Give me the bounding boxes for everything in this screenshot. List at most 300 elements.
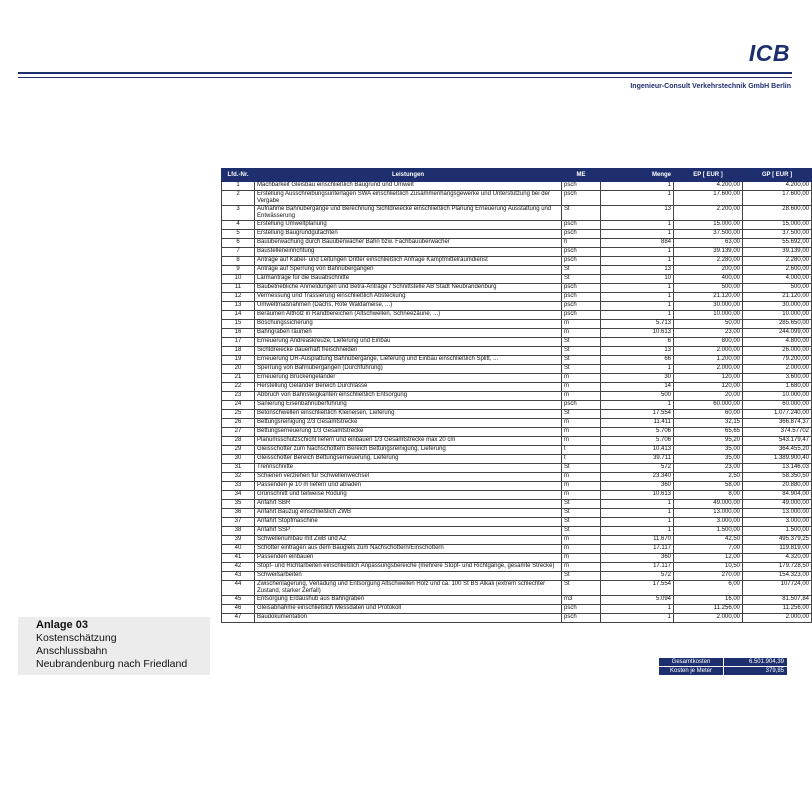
company-logo: ICB [748,40,790,66]
table-row [222,293,812,302]
row-quantity: 1 [601,401,674,410]
row-unit-price: 15.000,00 [674,221,743,230]
row-quantity: 1 [601,605,674,614]
row-number: 1 [222,182,255,191]
row-unit-price: 30.000,00 [674,302,743,311]
row-unit-price: 2.280,00 [674,257,743,266]
cost-per-meter-label: Kosten je Meter [659,667,724,676]
row-unit-price: 11.256,00 [674,605,743,614]
row-quantity: 30 [601,374,674,383]
row-quantity: 10 [601,275,674,284]
table-row [222,284,812,293]
table-row [222,248,812,257]
cost-per-meter-row [659,667,788,676]
row-description: Grünschnitt und teilweise Rodung [255,491,562,500]
row-total-price: 60.000,00 [743,401,812,410]
row-quantity: 884 [601,239,674,248]
row-unit-price: 37.500,00 [674,230,743,239]
table-row [222,365,812,374]
row-quantity: 14 [601,383,674,392]
row-unit: m [562,428,601,437]
row-number: 25 [222,410,255,419]
table-row [222,536,812,545]
table-row [222,266,812,275]
row-unit: psch [562,230,601,239]
row-description: Gleisschotter Bereich Bettungserneuerung, Lieferung [255,455,562,464]
table-row [222,329,812,338]
row-quantity: 360 [601,554,674,563]
annex-label-box [18,617,210,675]
row-description: Baudokumentation [255,614,562,623]
table-row [222,581,812,596]
row-description: Baubetriebliche Anmeldungen und Betra-Anträge / Schnittstelle AB Stadt Neubrandenburg [255,284,562,293]
row-total-price: 4.000,00 [743,275,812,284]
row-description: Erneuerung Andreaskreuze, Lieferung und Einbau [255,338,562,347]
row-unit-price: 16,00 [674,596,743,605]
totals-box [658,657,788,676]
table-row [222,347,812,356]
row-unit-price: 400,00 [674,275,743,284]
row-unit-price: 270,00 [674,572,743,581]
row-quantity: 572 [601,464,674,473]
row-quantity: 1 [601,293,674,302]
table-row [222,338,812,347]
table-row [222,230,812,239]
table-row [222,572,812,581]
row-unit-price: 49.000,00 [674,500,743,509]
row-quantity: 360 [601,482,674,491]
row-quantity: 1 [601,182,674,191]
row-number: 47 [222,614,255,623]
row-total-price: 119.819,00 [743,545,812,554]
row-unit-price: 21.120,00 [674,293,743,302]
row-description: Anfahrt SBR [255,500,562,509]
row-quantity: 5.713 [601,320,674,329]
row-number: 8 [222,257,255,266]
row-number: 45 [222,596,255,605]
row-quantity: 66 [601,356,674,365]
total-cost-value: 6.501.904,39 [724,658,788,667]
row-unit: St [562,410,601,419]
row-unit: St [562,365,601,374]
row-total-price: 1.500,00 [743,527,812,536]
row-unit-price: 3.000,00 [674,518,743,527]
row-unit: m [562,554,601,563]
header-rule-thick [18,72,792,74]
row-total-price: 2.280,00 [743,257,812,266]
row-number: 40 [222,545,255,554]
row-unit: St [562,266,601,275]
row-unit: St [562,275,601,284]
row-description: Abbruch von Bahnsteigkanten einschließlich Entsorgung [255,392,562,401]
table-row [222,275,812,284]
row-description: Sichtdreiecke dauerhaft freischneiden [255,347,562,356]
row-quantity: 1 [601,248,674,257]
row-description: Stopf- und Richtarbeiten einschließlich Anpassungsbereiche (mehrere Stopf- und Richtgänge, gesamte Strecke) [255,563,562,572]
row-number: 37 [222,518,255,527]
table-row [222,302,812,311]
row-unit-price: 800,00 [674,338,743,347]
row-description: Gleisschotter zum Nachschottern Bereich Bettungsreinigung, Lieferung [255,446,562,455]
row-quantity: 1 [601,509,674,518]
table-row [222,410,812,419]
row-unit-price: 1.200,00 [674,356,743,365]
row-unit-price: 23,00 [674,464,743,473]
header-unit-price: EP [ EUR ] [674,169,743,182]
row-number: 35 [222,500,255,509]
row-quantity: 1 [601,257,674,266]
row-description: Schotter eintragen aus dem Bauglels zum Nachschottern/Einschottern [255,545,562,554]
row-unit: m [562,320,601,329]
row-description: Anfahrt Stopfmaschine [255,518,562,527]
row-total-price: 30.000,00 [743,302,812,311]
table-row [222,257,812,266]
row-number: 7 [222,248,255,257]
row-quantity: 11.411 [601,419,674,428]
row-number: 30 [222,455,255,464]
row-description: Böschungssicherung [255,320,562,329]
row-total-price: 495.379,25 [743,536,812,545]
row-number: 13 [222,302,255,311]
table-row [222,320,812,329]
annex-line-3: Neubrandenburg nach Friedland [36,658,188,670]
row-total-price: 1.680,00 [743,383,812,392]
row-number: 6 [222,239,255,248]
row-description: Erneuerung DR-Ausplattung Bahnübergänge, Lieferung und Einbau einschließlich Splitt, ... [255,356,562,365]
table-row [222,446,812,455]
row-unit-price: 12,00 [674,554,743,563]
row-unit-price: 1.500,00 [674,527,743,536]
row-unit-price: 63,00 [674,239,743,248]
table-row [222,527,812,536]
row-unit-price: 2.000,00 [674,365,743,374]
total-cost-row [659,658,788,667]
row-total-price: 2.000,00 [743,365,812,374]
row-quantity: 39.711 [601,455,674,464]
row-total-price: 49.000,00 [743,500,812,509]
row-total-price: 81.507,84 [743,596,812,605]
table-header-row [222,169,812,182]
row-description: Zwischenlagerung, Verladung und Entsorgung Altschwellen Holz und ca. 100 St BS Alkali (extrem schlechter Zustand, starker Zerfall) [255,581,562,596]
table-row [222,221,812,230]
row-total-price: 55.692,00 [743,239,812,248]
row-number: 31 [222,464,255,473]
row-number: 4 [222,221,255,230]
header-total-price: GP [ EUR ] [743,169,812,182]
row-number: 39 [222,536,255,545]
row-number: 16 [222,329,255,338]
table-row [222,401,812,410]
row-number: 27 [222,428,255,437]
row-unit: psch [562,221,601,230]
row-quantity: 1 [601,311,674,320]
row-description: Trennschnitte [255,464,562,473]
row-total-price: 13.146,03 [743,464,812,473]
row-quantity: 10.613 [601,491,674,500]
row-unit-price: 58,00 [674,482,743,491]
row-quantity: 5.094 [601,596,674,605]
row-number: 32 [222,473,255,482]
row-number: 2 [222,191,255,206]
row-total-price: 4.800,00 [743,338,812,347]
row-unit-price: 35,00 [674,446,743,455]
row-unit: psch [562,401,601,410]
row-number: 24 [222,401,255,410]
table-row [222,518,812,527]
row-unit-price: 39.139,00 [674,248,743,257]
row-number: 46 [222,605,255,614]
row-description: Schweißarbeiten [255,572,562,581]
header-nr: Lfd.-Nr. [222,169,255,182]
row-unit: psch [562,182,601,191]
row-quantity: 6 [601,338,674,347]
table-row [222,563,812,572]
row-quantity: 1 [601,518,674,527]
row-quantity: 10.413 [601,446,674,455]
row-total-price: 17.600,00 [743,191,812,206]
row-total-price: 84.904,00 [743,491,812,500]
table-row [222,182,812,191]
row-unit: m3 [562,596,601,605]
row-description: Aufnahme Bahnübergänge und Berechnung Sichtdreiecke einschließlich Planung Erneuerung Ausstattung und Entwässerung [255,206,562,221]
row-unit-price: 2.000,00 [674,614,743,623]
row-number: 11 [222,284,255,293]
row-total-price: 3.600,00 [743,374,812,383]
row-description: Erstellung Umweltplanung [255,221,562,230]
row-description: Erneuerung Brückengeländer [255,374,562,383]
row-quantity: 1 [601,230,674,239]
row-unit-price: 10.000,00 [674,311,743,320]
row-unit: m [562,473,601,482]
row-total-price: 4.320,00 [743,554,812,563]
row-quantity: 1 [601,365,674,374]
row-number: 22 [222,383,255,392]
row-number: 17 [222,338,255,347]
row-description: Anträge auf Kabel- und Leitungen Dritter einschließlich Anfrage Kampfmittelräumdienst [255,257,562,266]
row-total-price: 21.120,00 [743,293,812,302]
row-number: 26 [222,419,255,428]
table-row [222,239,812,248]
row-total-price: 1.389.900,40 [743,455,812,464]
row-unit: St [562,464,601,473]
row-quantity: 1 [601,527,674,536]
row-description: Erstellung Baugrundgutachten [255,230,562,239]
row-quantity: 1 [601,500,674,509]
row-total-price: 4.200,00 [743,182,812,191]
row-unit: m [562,392,601,401]
row-unit-price: 7,00 [674,545,743,554]
row-unit: m [562,383,601,392]
row-quantity: 5.706 [601,428,674,437]
row-unit-price: 20,00 [674,392,743,401]
row-quantity: 13 [601,347,674,356]
row-total-price: 154.323,00 [743,572,812,581]
row-description: Sanierung Eisenbahnüberführung [255,401,562,410]
row-total-price: 20.880,00 [743,482,812,491]
row-total-price: 107724,00 [743,581,812,596]
row-unit: psch [562,284,601,293]
row-unit: psch [562,191,601,206]
row-number: 29 [222,446,255,455]
table-row [222,392,812,401]
row-quantity: 5.706 [601,437,674,446]
row-quantity: 1 [601,284,674,293]
row-unit-price: 65,65 [674,428,743,437]
row-description: Vermessung und Trassierung einschließlich Absteckung [255,293,562,302]
row-total-price: 10.000,00 [743,311,812,320]
row-description: Anträge auf Sperrung von Bahnübergängen [255,266,562,275]
row-number: 38 [222,527,255,536]
row-quantity: 1 [601,302,674,311]
row-number: 41 [222,554,255,563]
row-description: Erstellung Ausschreibungsunterlagen SWA einschließlich Zusammenhangsgewerke und Unterstützung bei der Vergabe [255,191,562,206]
row-description: Baustelleneinrichtung [255,248,562,257]
table-row [222,374,812,383]
table-row [222,554,812,563]
row-total-price: 39.139,00 [743,248,812,257]
row-unit-price: 10,50 [674,563,743,572]
table-row [222,437,812,446]
row-total-price: 3.000,00 [743,518,812,527]
header-quantity: Menge [601,169,674,182]
table-row [222,605,812,614]
row-description: Beräumen Altholz in Randbereichen (Altschwellen, Schneezäune, ...) [255,311,562,320]
header-rule-thin [18,77,792,78]
row-unit: St [562,572,601,581]
row-description: Bauüberwachung durch Bauüberwacher Bahn bzw. Fachbauüberwacher [255,239,562,248]
row-description: Bettungserneuerung 1/3 Gesamtstrecke [255,428,562,437]
row-unit-price: 4.200,00 [674,182,743,191]
row-description: Entsorgung Erdaushub aus Bahngräben [255,596,562,605]
row-number: 28 [222,437,255,446]
row-unit: m [562,374,601,383]
annex-line-1: Kostenschätzung [36,632,117,644]
row-unit: psch [562,302,601,311]
row-number: 43 [222,572,255,581]
row-unit-price: 13.000,00 [674,509,743,518]
row-unit-price: 2.000,00 [674,347,743,356]
annex-title: Anlage 03 [36,619,88,631]
row-total-price: 374.57702 [743,428,812,437]
row-description: Bettungsreinigung 2/3 Gesamtstrecke [255,419,562,428]
row-unit-price: 23,00 [674,329,743,338]
row-unit: m [562,419,601,428]
row-total-price: 37.500,00 [743,230,812,239]
row-description: Schienen verziehen für Schwellenwechsel [255,473,562,482]
row-total-price: 366.874,37 [743,419,812,428]
table-row [222,464,812,473]
row-description: Anfahrt Bauzug einschließlich ZWB [255,509,562,518]
row-total-price: 58.350,50 [743,473,812,482]
row-unit: St [562,527,601,536]
row-description: Schwellenumbau mit ZwB und AZ [255,536,562,545]
row-total-price: 179.728,50 [743,563,812,572]
row-unit: St [562,509,601,518]
row-quantity: 10.613 [601,329,674,338]
row-unit-price: 2.200,00 [674,206,743,221]
row-description: Sperrung von Bahnübergängen (Durchführung) [255,365,562,374]
row-quantity: 23.340 [601,473,674,482]
row-total-price: 1.077.240,00 [743,410,812,419]
row-unit: m [562,437,601,446]
row-total-price: 2.000,00 [743,614,812,623]
row-unit-price: 17.600,00 [674,191,743,206]
table-row [222,383,812,392]
row-number: 44 [222,581,255,596]
row-description: Planumsschutzschicht liefern und einbauen 1/3 Gesamtstrecke max 20 cm [255,437,562,446]
row-unit: psch [562,311,601,320]
row-description: Gleisabnahme einschließlich Messdaten und Protokoll [255,605,562,614]
row-unit: St [562,581,601,596]
row-unit-price: 32,15 [674,419,743,428]
row-unit-price: 42,50 [674,536,743,545]
row-unit: St [562,338,601,347]
row-unit: St [562,356,601,365]
row-description: Betonschwellen einschließlich Kleineisen, Lieferung [255,410,562,419]
row-unit-price: 50,00 [674,320,743,329]
company-name: Ingenieur-Consult Verkehrstechnik GmbH Berlin [630,83,791,90]
row-unit-price: 200,00 [674,266,743,275]
row-quantity: 13 [601,266,674,275]
row-number: 42 [222,563,255,572]
row-description: Passenden je 10 m liefern und abladen [255,482,562,491]
row-unit: m [562,536,601,545]
row-description: Machbarkeit Gleisbau einschließlich Baugrund und Umwelt [255,182,562,191]
row-unit: St [562,347,601,356]
row-unit: t [562,446,601,455]
row-number: 14 [222,311,255,320]
row-unit-price: 120,00 [674,383,743,392]
row-total-price: 500,00 [743,284,812,293]
row-unit-price: 8,00 [674,491,743,500]
row-total-price: 15.000,00 [743,221,812,230]
row-total-price: 26.000,00 [743,347,812,356]
row-number: 20 [222,365,255,374]
table-row [222,311,812,320]
table-row [222,500,812,509]
row-total-price: 364.455,20 [743,446,812,455]
row-number: 12 [222,293,255,302]
row-unit: psch [562,248,601,257]
row-number: 33 [222,482,255,491]
row-unit-price: 500,00 [674,284,743,293]
row-description: Lärmanträge für die Bauabschnitte [255,275,562,284]
row-total-price: 2.600,00 [743,266,812,275]
cost-estimate-table [221,168,812,623]
table-row [222,614,812,623]
row-unit: t [562,455,601,464]
row-number: 3 [222,206,255,221]
row-quantity: 1 [601,614,674,623]
row-unit: psch [562,257,601,266]
row-number: 19 [222,356,255,365]
row-quantity: 17.554 [601,581,674,596]
row-total-price: 543.179,47 [743,437,812,446]
table-row [222,491,812,500]
row-number: 34 [222,491,255,500]
table-body [222,182,812,623]
row-unit: m [562,329,601,338]
row-unit: m [562,545,601,554]
row-number: 36 [222,509,255,518]
row-total-price: 11.256,00 [743,605,812,614]
row-unit: psch [562,605,601,614]
row-total-price: 13.000,00 [743,509,812,518]
row-total-price: 28.600,00 [743,206,812,221]
row-quantity: 1 [601,221,674,230]
row-unit-price: 95,20 [674,437,743,446]
row-unit: h [562,239,601,248]
